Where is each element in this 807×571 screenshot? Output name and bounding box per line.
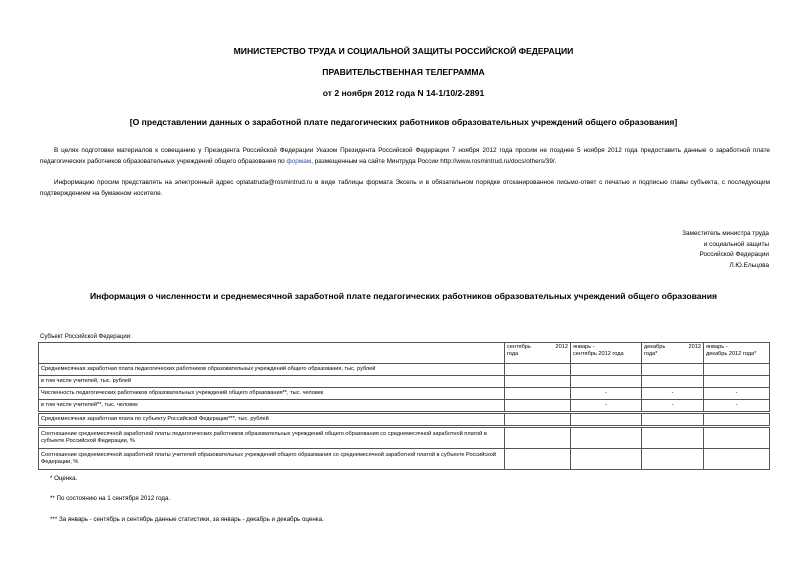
header-jan-sep: январь - сентябрь 2012 года bbox=[571, 343, 642, 364]
table-cell bbox=[642, 414, 704, 426]
table-cell bbox=[642, 428, 704, 449]
table-cell bbox=[505, 400, 571, 412]
table-row bbox=[39, 400, 770, 412]
table-cell bbox=[571, 376, 642, 388]
footnote-3: *** За январь - сентябрь и сентябрь данные статистики, за январь - декабрь и декабрь оценка. bbox=[50, 516, 324, 523]
row-label: в том числе учителей**, тыс. человек bbox=[39, 400, 505, 412]
header-december: декабрь 2012 года* bbox=[642, 343, 704, 364]
row-label: в том числе учителей, тыс. рублей bbox=[39, 376, 505, 388]
table-cell bbox=[505, 364, 571, 376]
header-september: сентябрь 2012 года bbox=[505, 343, 571, 364]
section-title: Информация о численности и среднемесячной заработной плате педагогических работников образовательных учреждений общего образования bbox=[89, 291, 718, 301]
signature-position: Заместитель министра труда bbox=[682, 230, 769, 237]
table-cell bbox=[505, 428, 571, 449]
footnote-divider bbox=[40, 469, 114, 470]
table-cell bbox=[642, 449, 704, 470]
table-cell-dash: - bbox=[704, 400, 770, 412]
table-cell bbox=[571, 414, 642, 426]
table-header-row bbox=[39, 343, 770, 364]
body-paragraph-2: Информацию просим представлять на электронный адрес oplatatruda@rosmintrud.ru в виде таблицы формата Эксель и в обязательном порядке отсканированное письмо-ответ с печатью и подписью главы субъекта, с последующим подтверждением на бумажном носителе. bbox=[40, 179, 770, 197]
body-paragraph-1: В целях подготовки материалов к совещанию у Президента Российской Федерации Указом Президента Российской Федерации 7 ноября 2012 года просим не позднее 5 ноября 2012 года предоставить данные о заработной плате педагогических работников образовательных учреждений общего образования по формам, размещенным на сайте Минтруда России http://www.rosmintrud.ru/docs/others/39/. bbox=[40, 147, 770, 165]
table-row bbox=[39, 428, 770, 449]
ministry-heading: МИНИСТЕРСТВО ТРУДА И СОЦИАЛЬНОЙ ЗАЩИТЫ РОССИЙСКОЙ ФЕДЕРАЦИИ bbox=[233, 46, 574, 56]
table-cell bbox=[505, 376, 571, 388]
header-jan-dec: январь - декабрь 2012 года* bbox=[704, 343, 770, 364]
table-cell bbox=[642, 376, 704, 388]
row-label: Соотношение среднемесячной заработной платы педагогических работников образовательных учреждений общего образования со среднемесячной заработной платой в субъекте Российской Федерации, % bbox=[39, 428, 505, 449]
table-cell bbox=[571, 428, 642, 449]
footnote-1: * Оценка. bbox=[50, 475, 78, 482]
row-label: Численность педагогических работников образовательных учреждений общего образования**, тыс. человек bbox=[39, 388, 505, 400]
table-row bbox=[39, 449, 770, 470]
signature-position-3: Российской Федерации bbox=[699, 251, 769, 259]
table-header-blank bbox=[39, 343, 505, 364]
signature-name: Л.Ю.Ельцова bbox=[729, 261, 769, 269]
table-cell bbox=[571, 449, 642, 470]
forms-link[interactable]: формам bbox=[286, 158, 312, 165]
table-row bbox=[39, 388, 770, 400]
document-date-number: от 2 ноября 2012 года N 14-1/10/2-2891 bbox=[322, 88, 485, 98]
document-type: ПРАВИТЕЛЬСТВЕННАЯ ТЕЛЕГРАММА bbox=[322, 67, 485, 77]
signature-block bbox=[682, 229, 769, 271]
row-label: Среднемесячная заработная плата педагогических работников образовательных учреждений общего образования, тыс. рублей bbox=[39, 364, 505, 376]
document-subject: [О представлении данных о заработной плате педагогических работников образовательных учреждений общего образования] bbox=[129, 117, 678, 127]
table-cell-dash: - bbox=[642, 388, 704, 400]
table-cell bbox=[704, 449, 770, 470]
table-row bbox=[39, 364, 770, 376]
table-cell bbox=[704, 414, 770, 426]
table-cell-dash: - bbox=[704, 388, 770, 400]
table-cell bbox=[505, 388, 571, 400]
row-label: Соотношение среднемесячной заработной платы учителей образовательных учреждений общего образования со среднемесячной заработной платой в субъекте Российской Федерации, % bbox=[39, 449, 505, 470]
table-cell bbox=[704, 428, 770, 449]
footnote-2: ** По состоянию на 1 сентября 2012 года. bbox=[50, 495, 171, 502]
salary-table bbox=[38, 342, 770, 470]
table-row bbox=[39, 376, 770, 388]
row-label: Среднемесячная заработная плата по субъекту Российской Федерации***, тыс. рублей bbox=[39, 414, 505, 426]
table-cell bbox=[505, 449, 571, 470]
table-cell-dash: - bbox=[642, 400, 704, 412]
subject-label: Субъект Российской Федерации: bbox=[40, 334, 132, 340]
table-cell-dash: - bbox=[571, 388, 642, 400]
table-cell bbox=[571, 364, 642, 376]
table-cell bbox=[642, 364, 704, 376]
table-row bbox=[39, 414, 770, 426]
signature-position-2: и социальной защиты bbox=[703, 240, 769, 248]
table-cell-dash: - bbox=[571, 400, 642, 412]
table-cell bbox=[704, 376, 770, 388]
table-cell bbox=[704, 364, 770, 376]
table-cell bbox=[505, 414, 571, 426]
